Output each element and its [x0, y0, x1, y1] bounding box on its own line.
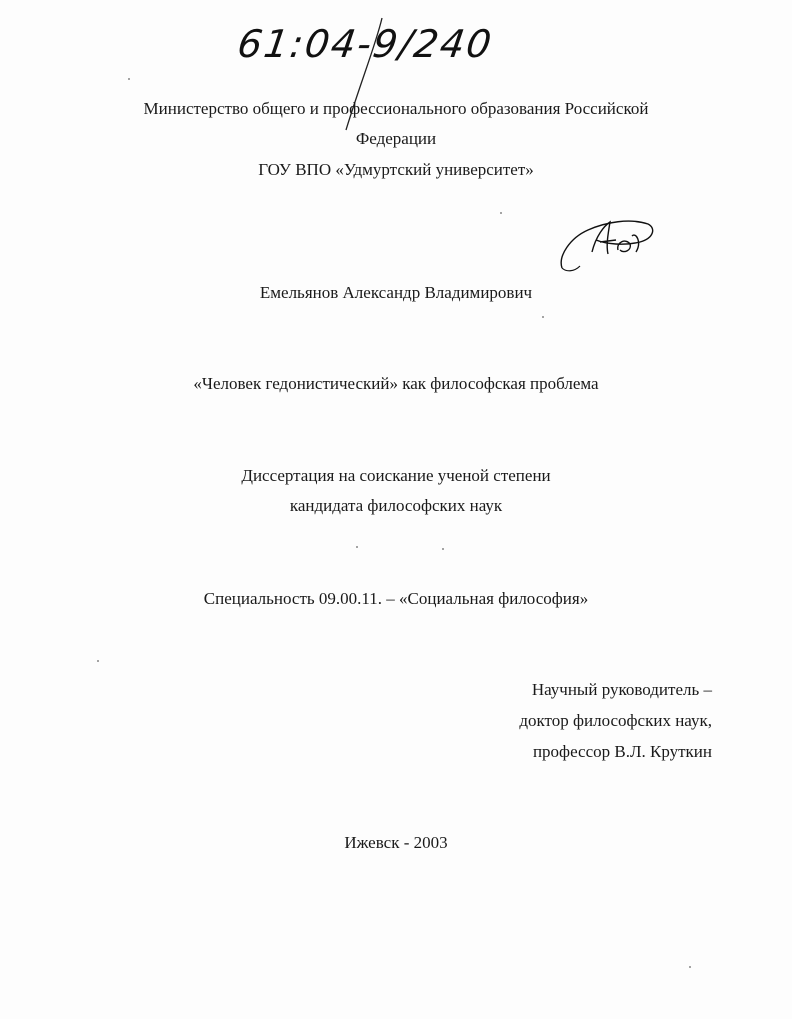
university-name: ГОУ ВПО «Удмуртский университет» [258, 160, 534, 179]
scan-speck [97, 660, 99, 662]
degree-line-1: Диссертация на соискание ученой степени [241, 466, 551, 485]
supervisor-line-3: профессор В.Л. Круткин [532, 742, 712, 761]
scan-speck [442, 548, 444, 550]
supervisor-line-2: доктор философских наук, [519, 711, 712, 730]
scan-speck [542, 316, 544, 318]
ministry-line-1: Министерство общего и профессионального образования Российской [143, 99, 649, 118]
scan-speck [128, 78, 130, 80]
dissertation-title: «Человек гедонистический» как философская проблема [193, 374, 599, 393]
scan-speck [356, 546, 358, 548]
signature-mark [556, 212, 660, 276]
specialty: Специальность 09.00.11. – «Социальная философия» [203, 589, 589, 608]
supervisor-line-1: Научный руководитель – [531, 680, 712, 699]
ministry-line-2: Федерации [355, 129, 437, 148]
place-and-year: Ижевск - 2003 [344, 833, 448, 852]
degree-line-2: кандидата философских наук [289, 496, 503, 515]
scan-speck [689, 966, 691, 968]
archive-code-handwritten: 61:04-9/240 [234, 22, 496, 66]
scan-speck [500, 212, 502, 214]
author-name: Емельянов Александр Владимирович [259, 283, 533, 302]
